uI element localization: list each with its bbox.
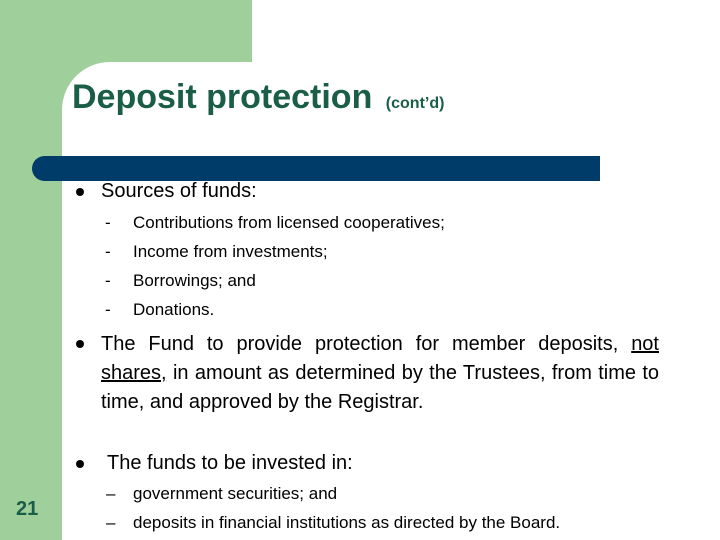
protection-not: not (631, 333, 659, 355)
slide-title (72, 78, 444, 117)
protection-text-start: The Fund to provide protection for member deposits, (101, 333, 619, 355)
invest-heading: The funds to be invested in: (107, 452, 353, 474)
dash-icon: - (105, 213, 111, 232)
bullet-icon (76, 340, 84, 348)
protection-paragraph (101, 330, 659, 417)
source-item: Income from investments; (133, 242, 328, 261)
bullet-icon (76, 188, 84, 196)
title-divider-bar (32, 156, 600, 181)
dash-icon: - (105, 300, 111, 319)
protection-shares: shares, (101, 362, 167, 384)
page-number: 21 (16, 498, 39, 520)
title-main: Deposit protection (72, 78, 373, 116)
protection-text-end: in amount as determined by the Trustees, from time to time, and approved by the Registrar. (101, 362, 659, 413)
dash-icon: – (106, 513, 116, 532)
source-item: Contributions from licensed cooperatives; (133, 213, 445, 232)
bullet-icon (76, 460, 84, 468)
source-item: Donations. (133, 300, 215, 319)
investment-item: government securities; and (133, 484, 338, 503)
dash-icon: - (105, 271, 111, 290)
dash-icon: - (105, 242, 111, 261)
investment-item: deposits in financial institutions as directed by the Board. (133, 513, 561, 532)
title-suffix: (cont’d) (385, 95, 445, 112)
sources-heading: Sources of funds: (101, 180, 257, 202)
dash-icon: – (106, 484, 116, 503)
source-item: Borrowings; and (133, 271, 256, 290)
